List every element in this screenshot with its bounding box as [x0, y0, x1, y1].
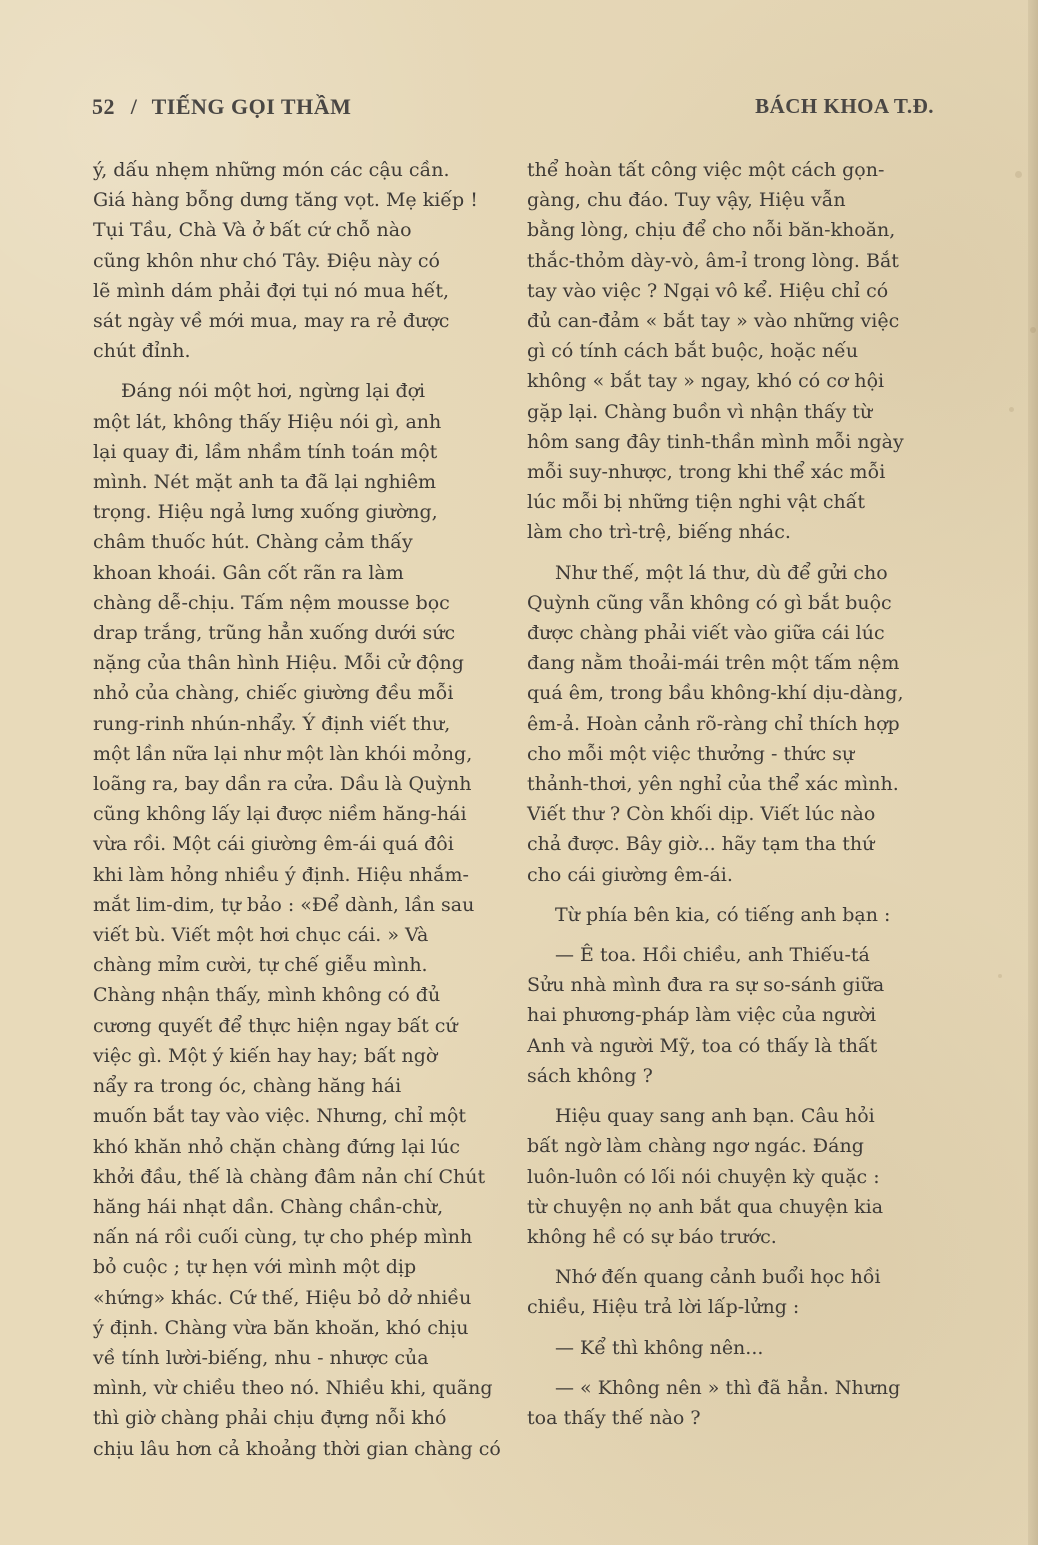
text-line: — Kể thì không nên... — [555, 1336, 764, 1359]
text-line: thể hoàn tất công việc một cách gọn- — [527, 159, 885, 181]
text-line: cương quyết để thực hiện ngay bất cứ — [93, 1014, 458, 1037]
text-line: chàng dễ-chịu. Tấm nệm mousse bọc — [93, 591, 450, 614]
paper-speck — [1030, 327, 1036, 333]
article-title: TIẾNG GỌI THẦM — [151, 94, 352, 119]
text-line: chả được. Bây giờ... hãy tạm tha thứ — [527, 833, 875, 856]
text-line: bất ngờ làm chàng ngơ ngác. Đáng — [527, 1135, 864, 1158]
text-line: tay vào việc ? Ngại vô kể. Hiệu chỉ có — [527, 279, 889, 302]
text-line: viết bù. Viết một hơi chục cái. » Và — [93, 924, 429, 947]
text-line: cho mỗi một việc thưởng - thức sự — [527, 742, 855, 765]
text-line: — Ê toa. Hồi chiều, anh Thiếu-tá — [555, 944, 870, 967]
text-line: không « bắt tay » ngay, khó có cơ hội — [527, 370, 885, 393]
publication-name: BÁCH KHOA T.Đ. — [755, 94, 934, 118]
text-line: sát ngày về mới mua, may ra rẻ được — [93, 310, 450, 333]
paragraph — [527, 1101, 940, 1252]
header-left — [92, 94, 351, 120]
text-line: sách không ? — [527, 1064, 653, 1087]
text-line: ý, dấu nhẹm những món các cậu cần. — [93, 159, 450, 181]
text-line: chiều, Hiệu trả lời lấp-lửng : — [527, 1296, 800, 1319]
text-line: không hề có sự báo trước. — [527, 1225, 777, 1248]
paragraph — [527, 1333, 940, 1363]
text-line: cho cái giường êm-ái. — [527, 863, 733, 886]
text-line: hôm sang đây tinh-thần mình mỗi ngày — [527, 430, 904, 453]
text-line: trọng. Hiệu ngả lưng xuống giường, — [93, 501, 438, 524]
text-line: nẩy ra trong óc, chàng hăng hái — [93, 1075, 402, 1098]
text-line: thì giờ chàng phải chịu đựng nỗi khó — [93, 1407, 447, 1430]
header-separator: / — [130, 94, 138, 119]
text-line: khoan khoái. Gân cốt rãn ra làm — [93, 561, 404, 584]
text-line: toa thấy thế nào ? — [527, 1406, 701, 1429]
text-line: lại quay đi, lầm nhầm tính toán một — [93, 440, 438, 463]
text-line: mình. Nét mặt anh ta đã lại nghiêm — [93, 471, 437, 494]
text-line: khởi đầu, thế là chàng đâm nản chí Chút — [93, 1165, 486, 1188]
text-line: — « Không nên » thì đã hẳn. Nhưng — [555, 1376, 901, 1399]
text-line: chàng mỉm cười, tự chế giễu mình. — [93, 954, 428, 977]
text-line: nặng của thân hình Hiệu. Mỗi cử động — [93, 652, 464, 675]
paragraph — [527, 155, 940, 548]
text-line: khi làm hỏng nhiều ý định. Hiệu nhắm- — [93, 863, 469, 886]
text-line: gặp lại. Chàng buồn vì nhận thấy từ — [527, 400, 873, 423]
text-line: châm thuốc hút. Chàng cảm thấy — [93, 531, 413, 554]
text-line: loãng ra, bay dần ra cửa. Dầu là Quỳnh — [93, 773, 472, 796]
text-line: mắt lim-dim, tự bảo : «Để dành, lần sau — [93, 893, 475, 916]
text-line: «hứng» khác. Cứ thế, Hiệu bỏ dở nhiều — [93, 1286, 472, 1309]
text-line: gì có tính cách bắt buộc, hoặc nếu — [527, 340, 859, 363]
text-line: được chàng phải viết vào giữa cái lúc — [527, 622, 885, 645]
text-line: Hiệu quay sang anh bạn. Câu hỏi — [555, 1105, 875, 1128]
text-line: làm cho trì-trệ, biếng nhác. — [527, 521, 791, 544]
text-line: Anh và người Mỹ, toa có thấy là thất — [527, 1034, 878, 1057]
text-line: cũng không lấy lại được niềm hăng-hái — [93, 803, 467, 826]
text-line: ý định. Chàng vừa băn khoăn, khó chịu — [93, 1316, 469, 1339]
text-line: về tính lười-biếng, nhu - nhược của — [93, 1346, 429, 1369]
text-line: một lần nữa lại như một làn khói mỏng, — [93, 742, 473, 765]
text-line: mình, vừ chiều theo nó. Nhiều khi, quãng — [93, 1377, 493, 1400]
text-line: bỏ cuộc ; tự hẹn với mình một dịp — [93, 1256, 417, 1279]
text-line: thắc-thỏm dày-vò, âm-ỉ trong lòng. Bắt — [527, 249, 899, 272]
text-line: từ chuyện nọ anh bắt qua chuyện kia — [527, 1195, 884, 1218]
paper-speck — [998, 974, 1002, 978]
text-line: Đáng nói một hơi, ngừng lại đợi — [121, 380, 426, 403]
text-line: Chàng nhận thấy, mình không có đủ — [93, 984, 441, 1007]
text-line: đủ can-đảm « bắt tay » vào những việc — [527, 310, 900, 333]
text-line: rung-rinh nhún-nhẩy. Ý định viết thư, — [93, 712, 451, 735]
text-line: Sửu nhà mình đưa ra sự so-sánh giữa — [527, 974, 885, 997]
text-line: Nhớ đến quang cảnh buổi học hồi — [555, 1266, 881, 1289]
text-line: Như thế, một lá thư, dù để gửi cho — [555, 561, 888, 584]
page-edge — [1028, 0, 1038, 1545]
page-header — [92, 94, 934, 128]
text-line: cũng khôn như chó Tây. Điệu này có — [93, 249, 440, 272]
text-line: chịu lâu hơn cả khoảng thời gian chàng có — [93, 1437, 501, 1460]
paragraph — [93, 376, 513, 1463]
text-line: lúc mỗi bị những tiện nghi vật chất — [527, 491, 866, 514]
text-line: muốn bắt tay vào việc. Nhưng, chỉ một — [93, 1105, 467, 1128]
paragraph — [527, 558, 940, 890]
text-line: nhỏ của chàng, chiếc giường đều mỗi — [93, 682, 454, 705]
text-line: quá êm, trong bầu không-khí dịu-dàng, — [527, 682, 904, 705]
paragraph — [527, 1262, 940, 1322]
text-line: việc gì. Một ý kiến hay hay; bất ngờ — [93, 1044, 438, 1067]
paragraph — [527, 900, 940, 930]
paragraph — [527, 940, 940, 1091]
left-column — [93, 155, 513, 1474]
paragraph — [527, 1373, 940, 1433]
text-line: một lát, không thấy Hiệu nói gì, anh — [93, 410, 442, 433]
text-line: vừa rồi. Một cái giường êm-ái quá đôi — [93, 833, 454, 856]
text-line: hai phương-pháp làm việc của người — [527, 1004, 877, 1027]
text-line: lẽ mình dám phải đợi tụi nó mua hết, — [93, 279, 449, 302]
paper-speck — [1009, 407, 1014, 412]
text-line: mỗi suy-nhược, trong khi thể xác mỗi — [527, 461, 886, 484]
text-line: bằng lòng, chịu để cho nỗi băn-khoăn, — [527, 219, 896, 242]
text-line: drap trắng, trũng hẳn xuống dưới sức — [93, 622, 456, 645]
right-column — [527, 155, 940, 1443]
text-line: khó khăn nhỏ chặn chàng đứng lại lúc — [93, 1135, 460, 1158]
text-line: thảnh-thơi, yên nghỉ của thể xác mình. — [527, 773, 899, 796]
text-line: Viết thư ? Còn khối dịp. Viết lúc nào — [527, 803, 876, 826]
text-line: Từ phía bên kia, có tiếng anh bạn : — [555, 903, 891, 926]
text-line: luôn-luôn có lối nói chuyện kỳ quặc : — [527, 1165, 880, 1188]
text-line: gàng, chu đáo. Tuy vậy, Hiệu vẫn — [527, 189, 846, 212]
text-line: êm-ả. Hoàn cảnh rõ-ràng chỉ thích hợp — [527, 712, 900, 735]
text-line: đang nằm thoải-mái trên một tấm nệm — [527, 652, 900, 675]
text-line: hăng hái nhạt dần. Chàng chần-chừ, — [93, 1195, 444, 1218]
page-number: 52 — [92, 94, 115, 119]
paper-speck — [1015, 171, 1022, 178]
paragraph — [93, 155, 513, 366]
text-line: nấn ná rồi cuối cùng, tự cho phép mình — [93, 1226, 473, 1249]
text-line: Giá hàng bỗng dưng tăng vọt. Mẹ kiếp ! — [93, 189, 478, 212]
text-line: Tụi Tầu, Chà Và ở bất cứ chỗ nào — [93, 219, 412, 242]
text-line: Quỳnh cũng vẫn không có gì bắt buộc — [527, 591, 892, 614]
text-line: chút đỉnh. — [93, 340, 191, 363]
